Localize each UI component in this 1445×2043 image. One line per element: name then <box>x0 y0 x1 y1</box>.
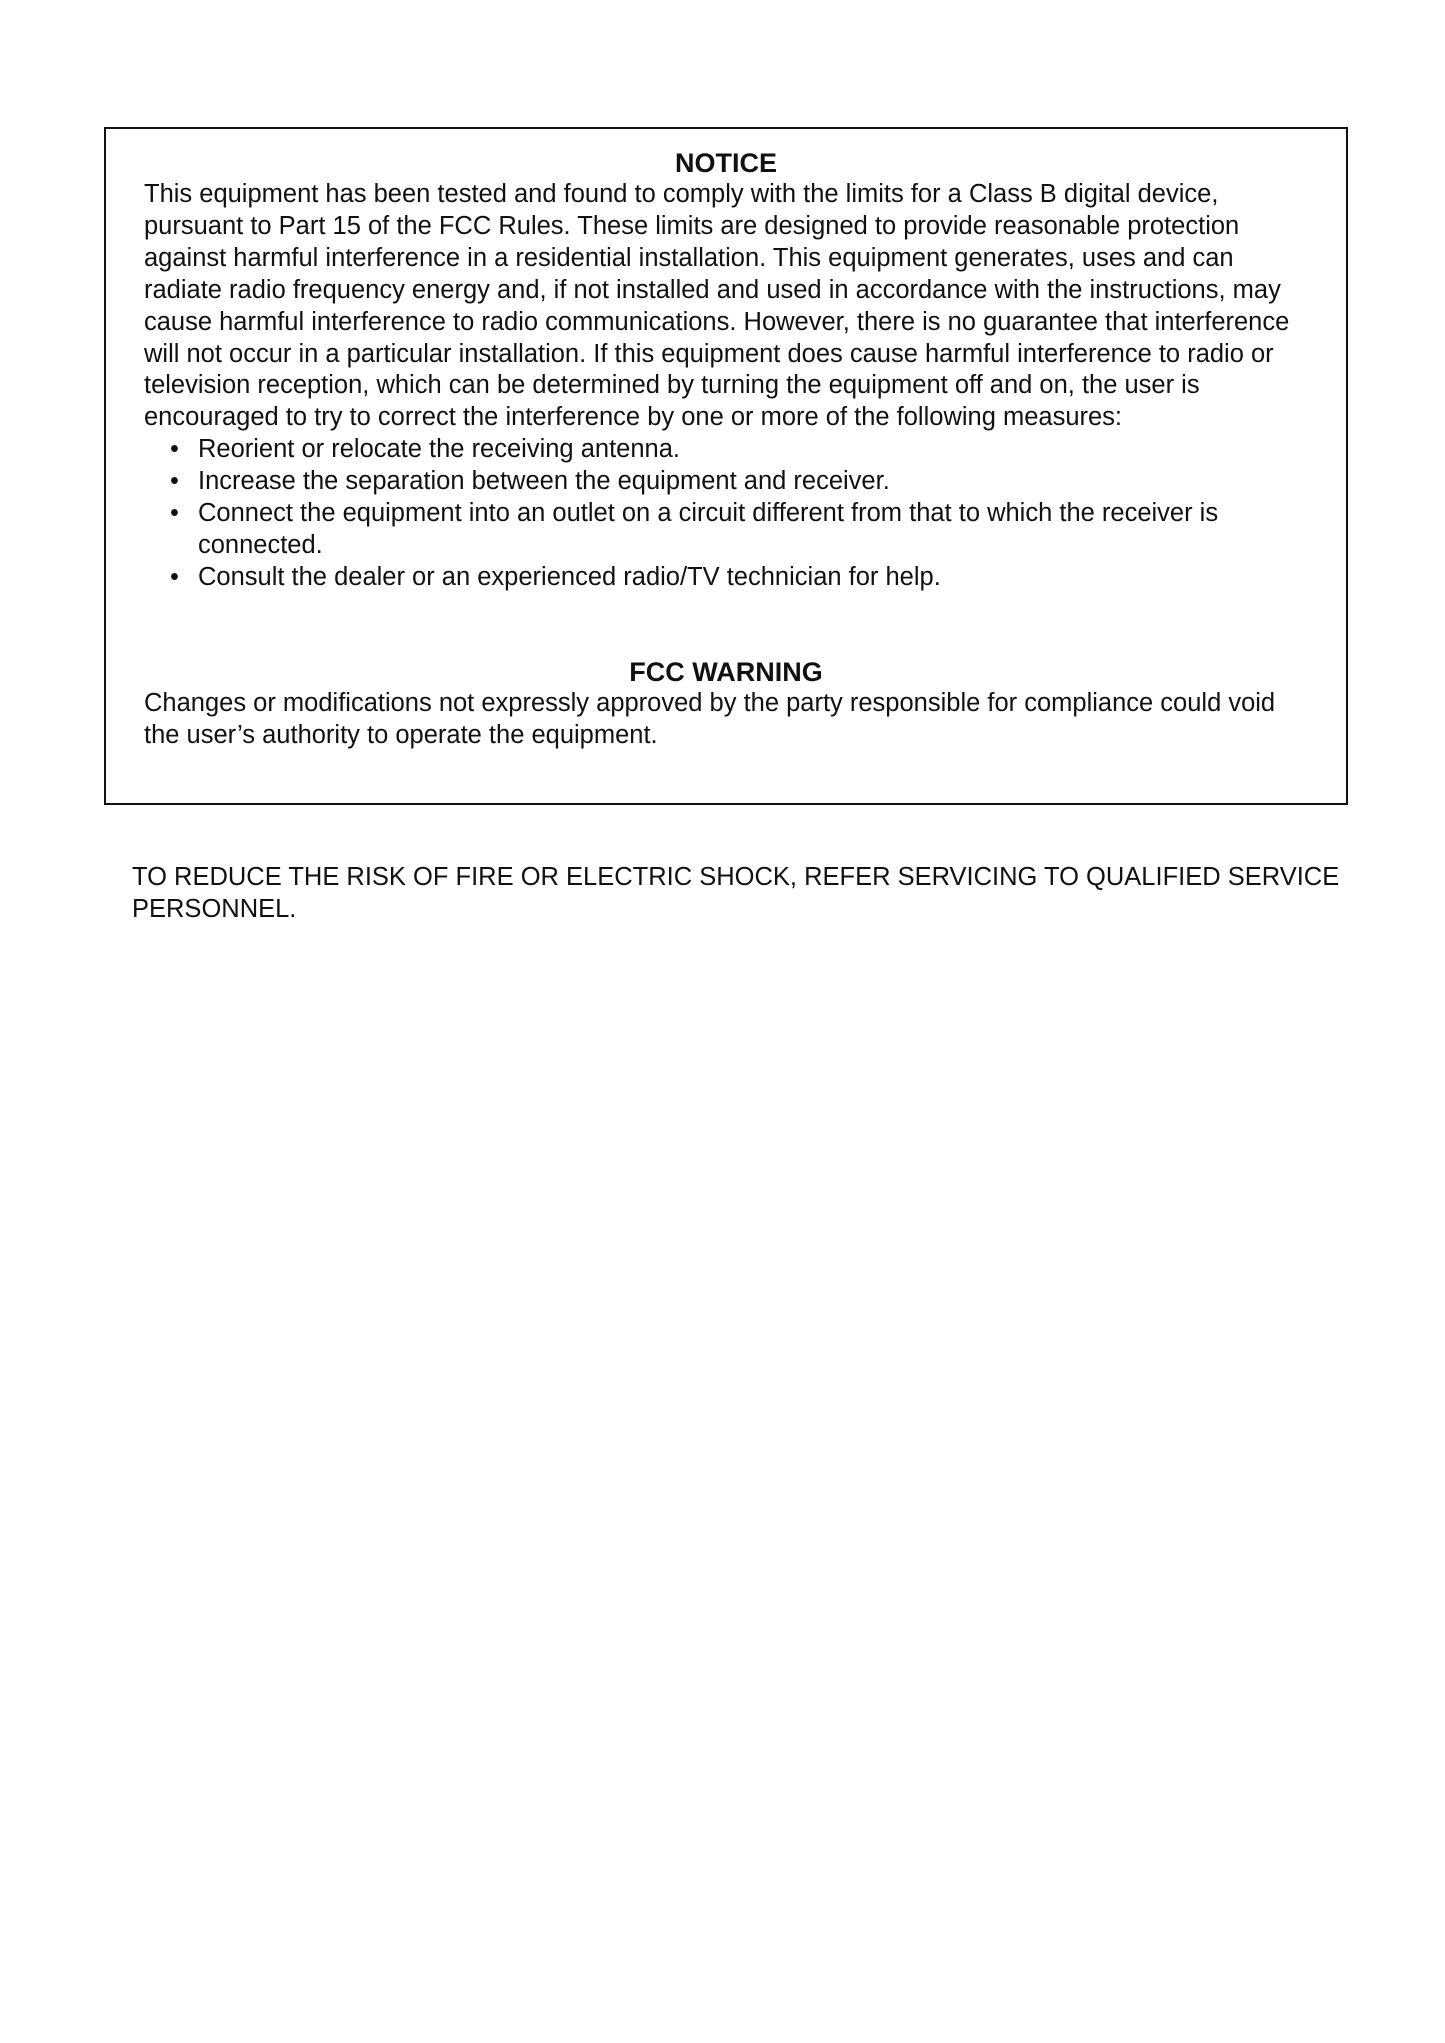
notice-box <box>104 127 1348 805</box>
notice-paragraph: This equipment has been tested and found to comply with the limits for a Class B digital device, pursuant to Part 15 of the FCC Rules. These limits are designed to provide reasonable protection against harmful interference in a residential installation. This equipment generates, uses and can radiate radio frequency energy and, if not installed and used in accordance with the instructions, may cause harmful interference to radio communications. However, there is no guarantee that interference will not occur in a particular installation. If this equipment does cause harmful interference to radio or television reception, which can be determined by turning the equipment off and on, the user is encouraged to try to correct the interference by one or more of the following measures: <box>144 180 1290 432</box>
fcc-warning-title: FCC WARNING <box>629 656 823 687</box>
list-item-text: Reorient or relocate the receiving antenna. <box>198 435 680 464</box>
list-item <box>170 498 1308 562</box>
measures-list <box>144 434 1308 594</box>
list-item-text: Connect the equipment into an outlet on a circuit different from that to which the receiver is connected. <box>198 499 1219 559</box>
service-warning: TO REDUCE THE RISK OF FIRE OR ELECTRIC SHOCK, REFER SERVICING TO QUALIFIED SERVICE PERSONNEL. <box>132 863 1340 923</box>
list-item <box>170 466 1308 498</box>
list-item <box>170 434 1308 466</box>
notice-title: NOTICE <box>674 148 777 178</box>
bullet-icon: • <box>170 499 179 528</box>
list-item-text: Increase the separation between the equipment and receiver. <box>198 467 890 496</box>
bullet-icon: • <box>170 467 179 496</box>
fcc-warning-paragraph: Changes or modifications not expressly approved by the party responsible for compliance could void the user’s authority to operate the equipment. <box>144 688 1276 749</box>
bullet-icon: • <box>170 435 179 464</box>
list-item-text: Consult the dealer or an experienced radio/TV technician for help. <box>198 562 941 591</box>
bullet-icon: • <box>170 562 179 591</box>
list-item <box>170 562 1308 594</box>
